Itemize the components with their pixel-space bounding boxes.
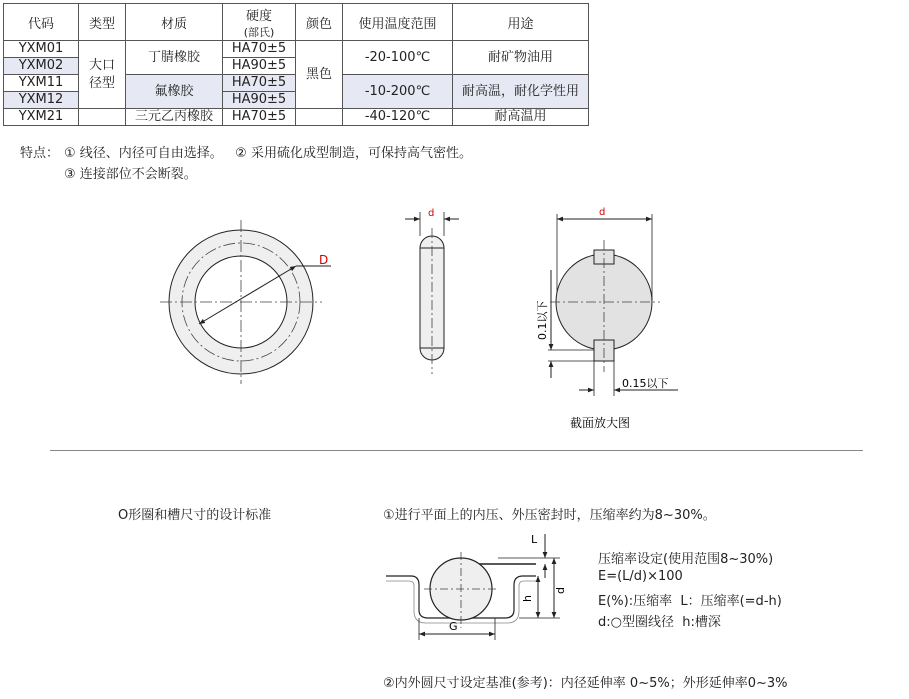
temp-cell: -10-200℃ <box>343 75 453 109</box>
d-label-groove: d <box>554 587 567 594</box>
G-label: G <box>449 620 458 633</box>
formula-line-4: d:○型圈线径 h:槽深 <box>598 615 721 630</box>
material-cell: 三元乙丙橡胶 <box>126 109 223 126</box>
tol-01-label: 0.1以下 <box>536 300 549 340</box>
code-cell: YXM01 <box>4 41 79 58</box>
features-label: 特点： <box>20 146 60 161</box>
material-cell: 丁腈橡胶 <box>126 41 223 75</box>
formula-line-3: E(%):压缩率 L：压缩率(=d-h) <box>598 594 782 609</box>
header-color: 颜色 <box>296 4 343 41</box>
cross-section-view <box>536 207 678 430</box>
features-line-1: ① 线径、内径可自由选择。 ② 采用硫化成型制造，可保持高气密性。 <box>64 146 472 161</box>
hardness-cell: HA90±5 <box>223 92 296 109</box>
h-label: h <box>521 595 534 602</box>
header-type: 类型 <box>79 4 126 41</box>
code-cell: YXM02 <box>4 58 79 75</box>
temp-cell: -40-120℃ <box>343 109 453 126</box>
d-label-side: d <box>428 208 435 219</box>
groove-diagram <box>386 533 567 640</box>
section-divider <box>50 450 863 451</box>
header-hardness-unit: (部氏) <box>243 25 275 39</box>
tol-015-label: 0.15以下 <box>622 377 669 390</box>
header-use: 用途 <box>453 4 589 41</box>
use-cell: 耐高温用 <box>453 109 589 126</box>
hardness-cell: HA70±5 <box>223 75 296 92</box>
design-point-1: ①进行平面上的内压、外压密封时，压缩率约为8~30%。 <box>383 508 716 523</box>
code-cell: YXM11 <box>4 75 79 92</box>
L-label: L <box>531 533 538 546</box>
hardness-cell: HA70±5 <box>223 41 296 58</box>
header-hardness-label: 硬度 <box>245 8 272 24</box>
d-label-section: d <box>599 207 606 218</box>
temp-cell: -20-100℃ <box>343 41 453 75</box>
use-cell: 耐矿物油用 <box>453 41 589 75</box>
material-cell: 氟橡胶 <box>126 75 223 109</box>
design-title: O形圈和槽尺寸的设计标准 <box>118 508 272 523</box>
ring-side-view <box>405 208 459 374</box>
hardness-cell: HA70±5 <box>223 109 296 126</box>
use-cell: 耐高温，耐化学性用 <box>453 75 589 109</box>
formula-line-2: E=(L/d)×100 <box>598 569 683 584</box>
header-code: 代码 <box>4 4 79 41</box>
design-point-2: ②内外圆尺寸设定基准(参考)：内径延伸率 0~5%；外形延伸率0~3% <box>383 676 788 691</box>
formula-line-1: 压缩率设定(使用范围8~30%) <box>598 552 774 567</box>
color-cell: 黑色 <box>296 41 343 109</box>
ring-front-view <box>160 220 331 384</box>
code-cell: YXM12 <box>4 92 79 109</box>
D-label: D <box>319 253 329 267</box>
features-line-2: ③ 连接部位不会断裂。 <box>64 167 197 182</box>
type-value: 大口径型 <box>89 57 116 91</box>
header-material: 材质 <box>126 4 223 41</box>
header-temp: 使用温度范围 <box>343 4 453 41</box>
code-cell: YXM21 <box>4 109 79 126</box>
section-caption: 截面放大图 <box>570 416 631 430</box>
hardness-cell: HA90±5 <box>223 58 296 75</box>
